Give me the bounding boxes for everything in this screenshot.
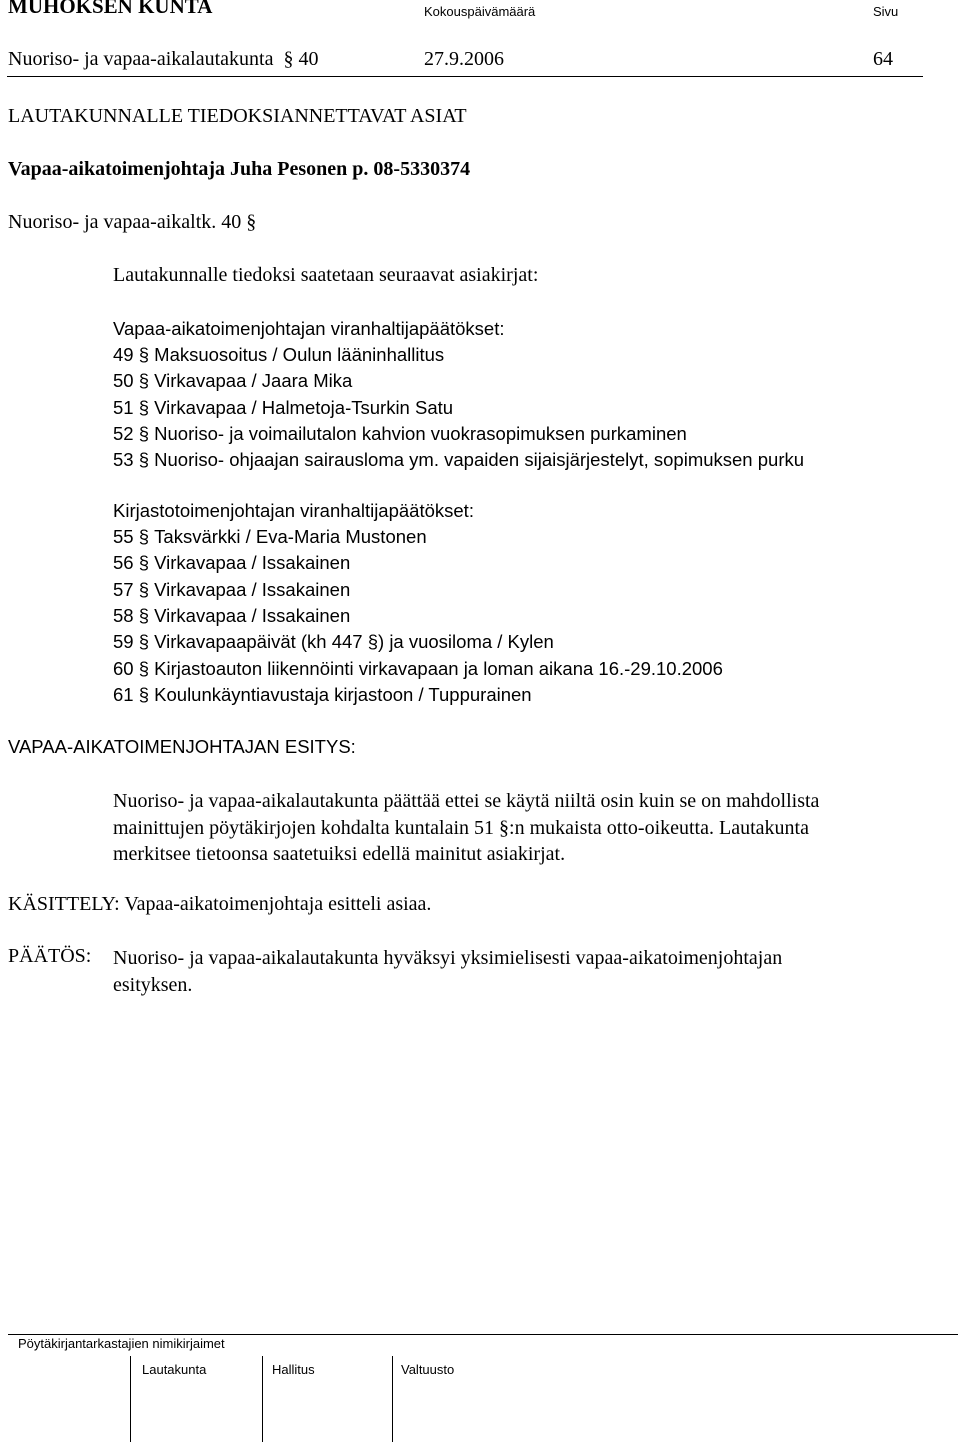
section-sign: § <box>133 657 155 679</box>
handling-text: Vapaa-aikatoimenjohtaja esitteli asiaa. <box>124 893 432 915</box>
decision-number: 58 <box>113 604 134 626</box>
page-label: Sivu <box>873 4 899 19</box>
section-sign: § <box>133 631 155 653</box>
handling-label: KÄSITTELY: <box>8 893 120 915</box>
decision-number: 60 <box>113 657 134 679</box>
list-item <box>113 579 350 601</box>
section-sign: § <box>133 396 155 418</box>
decision-number: 52 <box>113 422 134 444</box>
decision-line: Nuoriso- ja vapaa-aikalautakunta hyväksyi yksimielisesti vapaa-aikatoimenjohtajan <box>113 947 783 969</box>
decision-number: 56 <box>113 552 134 574</box>
decision-number: 59 <box>113 631 134 653</box>
decision-text: Virkavapaa / Issakainen <box>154 604 351 626</box>
decision-number: 61 <box>113 683 134 705</box>
decision-text: Virkavapaa / Halmetoja-Tsurkin Satu <box>154 396 454 418</box>
decision-text: Virkavapaa / Issakainen <box>154 552 351 574</box>
decision-number: 50 <box>113 370 134 392</box>
decision-text <box>113 945 923 998</box>
footer-title: Pöytäkirjantarkastajien nimikirjaimet <box>18 1336 225 1351</box>
decision-text: Virkavapaa / Issakainen <box>154 578 351 600</box>
list-item <box>113 658 723 680</box>
section-sign: § <box>133 578 155 600</box>
section-sign: § <box>133 449 155 471</box>
intro-text: Lautakunnalle tiedoksi saatetaan seuraavat asiakirjat: <box>113 264 539 286</box>
decision-text: Nuoriso- ja voimailutalon kahvion vuokrasopimuksen purkaminen <box>154 422 687 444</box>
proposal-line: merkitsee tietoonsa saatetuiksi edellä mainitut asiakirjat. <box>113 843 566 865</box>
section-sign: § <box>278 48 299 70</box>
decision-text: Virkavapaa / Jaara Mika <box>154 370 353 392</box>
section-sign: § <box>133 526 155 547</box>
group2-heading: Kirjastotoimenjohtajan viranhaltijapäätökset: <box>113 500 474 521</box>
decision-number: 55 <box>113 526 134 547</box>
page-number: 64 <box>873 48 893 70</box>
section-sign: § <box>133 604 155 626</box>
meeting-date: 27.9.2006 <box>424 48 504 70</box>
footer-col-valtuusto: Valtuusto <box>401 1362 455 1377</box>
decision-text: Kirjastoauton liikennöinti virkavapaan ja loman aikana 16.-29.10.2006 <box>154 657 723 679</box>
footer-divider <box>130 1356 131 1442</box>
board-name-text: Nuoriso- ja vapaa-aikalautakunta <box>8 48 274 70</box>
decision-number: 49 <box>113 344 134 365</box>
list-item <box>113 552 350 574</box>
organization-name: MUHOKSEN KUNTA <box>8 0 213 18</box>
decision-text: Virkavapaapäivät (kh 447 §) ja vuosiloma / Kylen <box>154 631 554 653</box>
decision-text: Taksvärkki / Eva-Maria Mustonen <box>154 526 427 547</box>
proposal-label: VAPAA-AIKATOIMENJOHTAJAN ESITYS: <box>8 736 356 757</box>
handling-line <box>8 893 431 916</box>
board-name <box>8 48 318 71</box>
proposal-line: mainittujen pöytäkirjojen kohdalta kuntalain 51 §:n mukaista otto-oikeutta. Lautakunta <box>113 816 809 839</box>
footer-col-lautakunta: Lautakunta <box>142 1362 207 1377</box>
decision-number: 53 <box>113 449 134 471</box>
decision-text: Maksuosoitus / Oulun lääninhallitus <box>154 344 445 365</box>
list-item <box>113 684 532 706</box>
list-item <box>113 605 350 627</box>
section-number: 40 <box>298 48 319 70</box>
presenter-line: Vapaa-aikatoimenjohtaja Juha Pesonen p. 08-5330374 <box>8 158 471 180</box>
list-item <box>113 397 453 419</box>
list-item <box>113 631 554 653</box>
list-item <box>113 370 352 392</box>
reference-line <box>8 211 256 234</box>
proposal-line: Nuoriso- ja vapaa-aikalautakunta päättää ettei se käytä niiltä osin kuin se on mahdollista <box>113 790 820 812</box>
proposal-text <box>113 788 923 868</box>
section-sign: § <box>133 422 155 444</box>
section-sign: § <box>133 683 155 705</box>
decision-text: Nuoriso- ohjaajan sairausloma ym. vapaiden sijaisjärjestelyt, sopimuksen purku <box>154 449 805 471</box>
footer-col-hallitus: Hallitus <box>272 1362 315 1377</box>
reference-text: Nuoriso- ja vapaa-aikaltk. 40 <box>8 211 242 233</box>
section-sign: § <box>133 552 155 574</box>
section-sign: § <box>133 344 155 365</box>
decision-number: 51 <box>113 396 134 418</box>
group1-heading: Vapaa-aikatoimenjohtajan viranhaltijapäätökset: <box>113 318 505 339</box>
decision-label: PÄÄTÖS: <box>8 945 92 967</box>
decision-number: 57 <box>113 578 134 600</box>
list-item <box>113 526 427 548</box>
decision-text: Koulunkäyntiavustaja kirjastoon / Tuppurainen <box>154 683 532 705</box>
reference-section-sign: § <box>241 211 257 233</box>
decision-line: esityksen. <box>113 973 193 996</box>
section-sign: § <box>133 370 155 392</box>
footer-divider <box>392 1356 393 1442</box>
meeting-date-label: Kokouspäivämäärä <box>424 4 536 19</box>
document-title: LAUTAKUNNALLE TIEDOKSIANNETTAVAT ASIAT <box>8 105 467 127</box>
list-item <box>113 344 444 366</box>
header-rule <box>7 76 923 77</box>
list-item <box>113 423 687 445</box>
footer-divider <box>262 1356 263 1442</box>
list-item <box>113 449 804 471</box>
